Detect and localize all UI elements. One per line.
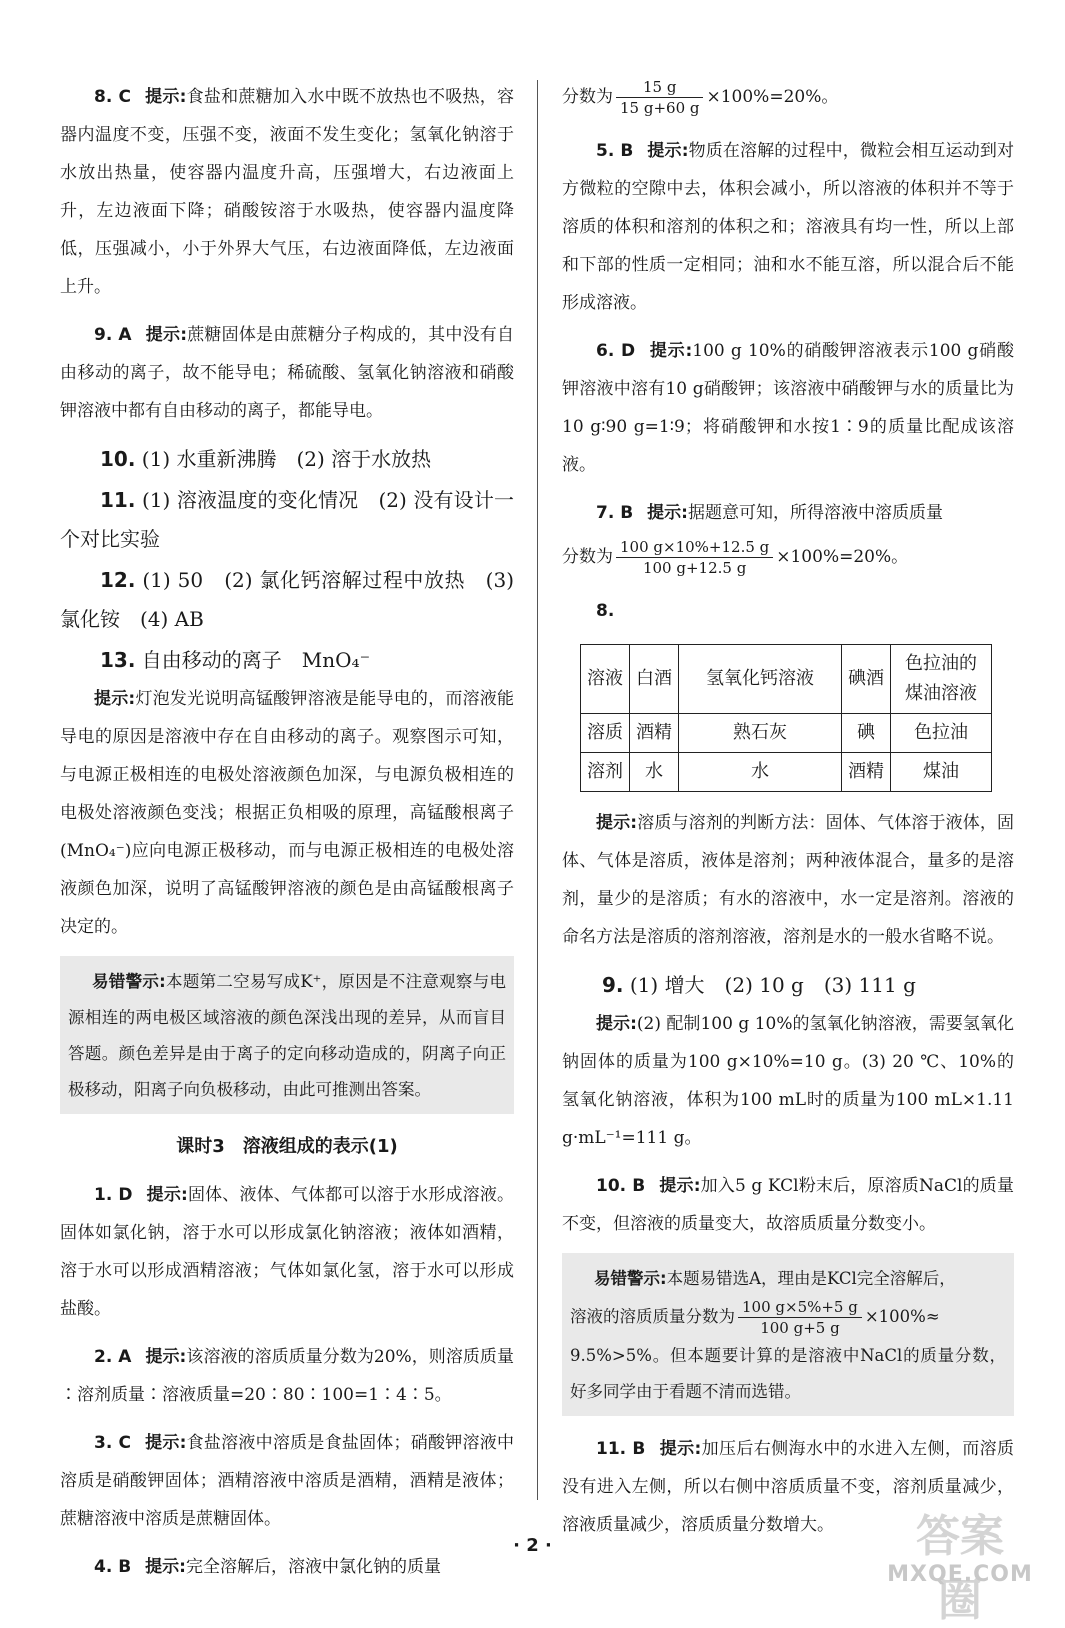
mistake-warning-box [562, 1253, 1014, 1416]
numerator: 100 g×5%+5 g [738, 1297, 862, 1318]
answer-number: 10. B [596, 1176, 646, 1196]
hint-label: 提示: [647, 503, 688, 523]
answer-8-hint [562, 804, 1014, 956]
answer-number: 8. [596, 601, 615, 621]
denominator: 15 g+60 g [620, 99, 700, 117]
formula-prefix: 分数为 [562, 547, 613, 567]
table-cell: 酒精 [842, 753, 891, 792]
hint-label: 提示: [596, 813, 638, 833]
mistake-warning-box [60, 956, 514, 1114]
answer-number: 13. [100, 648, 136, 672]
table-row [581, 753, 992, 792]
denominator: 100 g+12.5 g [642, 559, 747, 577]
answer-number: 2. A [94, 1347, 132, 1367]
answer-number: 6. D [596, 341, 636, 361]
answer-number: 10. [100, 447, 136, 471]
answer-12 [60, 561, 514, 639]
hint-label: 提示: [144, 87, 187, 107]
section-answer-8 [562, 592, 1014, 630]
section-answer-10 [562, 1167, 1014, 1243]
hint-text: 100 g 10%的硝酸钾溶液表示100 g硝酸钾溶液中溶有10 g硝酸钾；该溶液中硝酸钾与水的质量比为10 g∶90 g=1∶9；将硝酸钾和水按1∶9的质量比配成该溶液。 [562, 341, 1014, 475]
hint-text: 该溶液的溶质质量分数为20%，则溶质质量∶溶剂质量∶溶液质量=20∶80∶100=1∶4∶5。 [60, 1347, 514, 1405]
warning-text: 9.5%>5%。但本题要计算的是溶液中NaCl的质量分数，好多同学由于看题不清而选错。 [570, 1346, 1006, 1401]
formula-suffix: ×100%≈ [864, 1307, 940, 1326]
table-cell: 溶液 [581, 645, 630, 714]
hint-text: 物质在溶解的过程中，微粒会相互运动到对方微粒的空隙中去，体积会减小，所以溶液的体积并不等于溶质的体积和溶剂的体积之和；溶液具有均一性，所以上部和下部的性质一定相同；油和水不能互溶，所以混合后不能形成溶液。 [562, 141, 1014, 313]
fraction [616, 537, 773, 578]
denominator: 100 g+5 g [760, 1319, 840, 1337]
hint-text: 溶质与溶剂的判断方法：固体、气体溶于液体，固体、气体是溶质，液体是溶剂；两种液体混合，量多的是溶剂，量少的是溶质；有水的溶液中，水一定是溶剂。溶液的命名方法是溶质的溶剂溶液，溶剂是水的一般水省略不说。 [562, 813, 1014, 947]
table-cell: 色拉油 [891, 714, 992, 753]
answer-number: 12. [100, 568, 136, 592]
table-cell: 水 [679, 753, 842, 792]
hint-label: 提示: [647, 141, 689, 161]
section-answer-2 [60, 1338, 514, 1414]
table-cell: 煤油 [891, 753, 992, 792]
table-cell: 色拉油的煤油溶液 [891, 645, 992, 714]
hint-text: 固体、液体、气体都可以溶于水形成溶液。固体如氯化钠，溶于水可以形成氯化钠溶液；液体如酒精，溶于水可以形成酒精溶液；气体如氯化氢，溶于水可以形成盐酸。 [60, 1185, 514, 1319]
right-column [562, 72, 1014, 1554]
section-answer-6 [562, 332, 1014, 484]
answer-text: (1) 50 (2) 氯化钙溶解过程中放热 (3) 氯化铵 (4) AB [60, 568, 515, 631]
answer-8 [60, 78, 514, 306]
hint-text: 加压后右侧海水中的水进入左侧，而溶质没有进入左侧，所以右侧中溶质质量不变，溶剂质量减少，溶液质量减少，溶质质量分数增大。 [562, 1439, 1014, 1535]
answer-number: 8. C [94, 87, 131, 107]
fraction [738, 1297, 862, 1338]
formula-prefix: 溶液的溶质质量分数为 [570, 1307, 735, 1326]
table-cell: 碘 [842, 714, 891, 753]
hint-label: 提示: [145, 1557, 186, 1577]
hint-label: 提示: [145, 1347, 187, 1367]
table-cell: 氢氧化钙溶液 [679, 645, 842, 714]
hint-text: 灯泡发光说明高锰酸钾溶液是能导电的，而溶液能导电的原因是溶液中存在自由移动的离子。观察图示可知，与电源正极相连的电极处溶液颜色加深，与电源负极相连的电极处溶液颜色变浅；根据正负相吸的原理，高锰酸根离子(MnO₄⁻)应向电源正极移动，而与电源正极相连的电极处溶液颜色加深，说明了高锰酸钾溶液的颜色是由高锰酸根离子决定的。 [60, 689, 514, 937]
warning-text: 本题第二空易写成K⁺，原因是不注意观察与电源相连的两电极区域溶液的颜色深浅出现的差异，从而盲目答题。颜色差异是由于离子的定向移动造成的，阴离子向正极移动，阳离子向负极移动，由此可推测出答案。 [68, 972, 506, 1099]
numerator: 15 g [616, 77, 703, 98]
answer-number: 9. [602, 973, 624, 997]
answer-13 [60, 641, 514, 680]
page-number: · 2 · [513, 1535, 552, 1556]
answer-text: (1) 溶液温度的变化情况 (2) 没有设计一个对比实验 [60, 488, 515, 551]
column-divider [537, 80, 538, 1500]
answer-9 [60, 316, 514, 430]
answer-number: 3. C [94, 1433, 131, 1453]
watermark-logo [870, 1500, 1050, 1626]
hint-text: 完全溶解后，溶液中氯化钠的质量 [185, 1557, 441, 1577]
answer-text: (1) 水重新沸腾 (2) 溶于水放热 [141, 447, 432, 471]
warning-label: 易错警示: [594, 1269, 667, 1288]
answer-number: 5. B [596, 141, 634, 161]
warning-label: 易错警示: [92, 972, 166, 991]
answer-text: 自由移动的离子 MnO₄⁻ [141, 648, 371, 672]
answer-7-formula [562, 532, 1014, 582]
hint-text: (2) 配制100 g 10%的氢氧化钠溶液，需要氢氧化钠固体的质量为100 g×10%=10 g。(3) 20 ℃、10%的氢氧化钠溶液，体积为100 mL时的质量为100 mL×1.11 g·mL⁻¹=111 g。 [562, 1014, 1014, 1148]
hint-label: 提示: [144, 1433, 187, 1453]
answer-11 [60, 481, 514, 559]
answer-number: 4. B [94, 1557, 132, 1577]
hint-label: 提示: [596, 1014, 637, 1034]
answer-number: 9. A [94, 325, 132, 345]
answer-number: 11. [100, 488, 136, 512]
watermark-logo-text: 答案圈 [916, 1511, 1004, 1626]
table-cell: 水 [630, 753, 679, 792]
hint-text: 食盐和蔗糖加入水中既不放热也不吸热，容器内温度不变，压强不变，液面不发生变化；氢氧化钠溶于水放出热量，使容器内温度升高，压强增大，右边液面上升，左边液面下降；硝酸铵溶于水吸热，使容器内温度降低，压强减小，小于外界大气压，右边液面降低，左边液面上升。 [60, 87, 514, 297]
hint-label: 提示: [146, 1185, 188, 1205]
watermark-site: MXQE.COM [887, 1562, 1033, 1587]
answer-13-hint [60, 680, 514, 946]
section-answer-7 [562, 494, 1014, 532]
hint-label: 提示: [94, 689, 136, 709]
warning-text: 本题易错选A，理由是KCl完全溶解后， [666, 1269, 956, 1288]
table-cell: 溶剂 [581, 753, 630, 792]
left-column [60, 78, 514, 1596]
answer-text: (1) 增大 (2) 10 g (3) 111 g [629, 973, 916, 997]
table-row [581, 714, 992, 753]
hint-text: 蔗糖固体是由蔗糖分子构成的，其中没有自由移动的离子，故不能导电；稀硫酸、氢氧化钠溶液和硝酸钾溶液中都有自由移动的离子，都能导电。 [60, 325, 514, 421]
table-cell: 溶质 [581, 714, 630, 753]
fraction [616, 77, 703, 118]
hint-label: 提示: [649, 341, 693, 361]
hint-text: 加入5 g KCl粉末后，原溶质NaCl的质量不变，但溶液的质量变大，故溶质质量分数变小。 [562, 1176, 1014, 1234]
answer-number: 1. D [94, 1185, 133, 1205]
formula-prefix: 分数为 [562, 87, 613, 107]
section-answer-3 [60, 1424, 514, 1538]
hint-text: 食盐溶液中溶质是食盐固体；硝酸钾溶液中溶质是硝酸钾固体；酒精溶液中溶质是酒精，酒精是液体；蔗糖溶液中溶质是蔗糖固体。 [60, 1433, 514, 1529]
answer-4-continued [562, 72, 1014, 122]
answer-number: 11. B [596, 1439, 646, 1459]
numerator: 100 g×10%+12.5 g [616, 537, 773, 558]
section-answer-1 [60, 1176, 514, 1328]
section-title: 课时3 溶液组成的表示(1) [176, 1136, 398, 1157]
answer-9-hint [562, 1005, 1014, 1157]
answer-10 [60, 440, 514, 479]
hint-label: 提示: [659, 1176, 701, 1196]
formula-suffix: ×100%=20%。 [706, 87, 839, 107]
hint-text: 据题意可知，所得溶液中溶质质量 [687, 503, 943, 523]
hint-label: 提示: [145, 325, 188, 345]
section-answer-9 [562, 966, 1014, 1005]
answer-number: 7. B [596, 503, 634, 523]
hint-label: 提示: [659, 1439, 702, 1459]
table-row [581, 645, 992, 714]
formula-suffix: ×100%=20%。 [776, 547, 909, 567]
section-answer-5 [562, 132, 1014, 322]
table-cell: 碘酒 [842, 645, 891, 714]
solution-table [580, 644, 992, 792]
table-cell: 白酒 [630, 645, 679, 714]
table-cell: 熟石灰 [679, 714, 842, 753]
table-cell: 酒精 [630, 714, 679, 753]
